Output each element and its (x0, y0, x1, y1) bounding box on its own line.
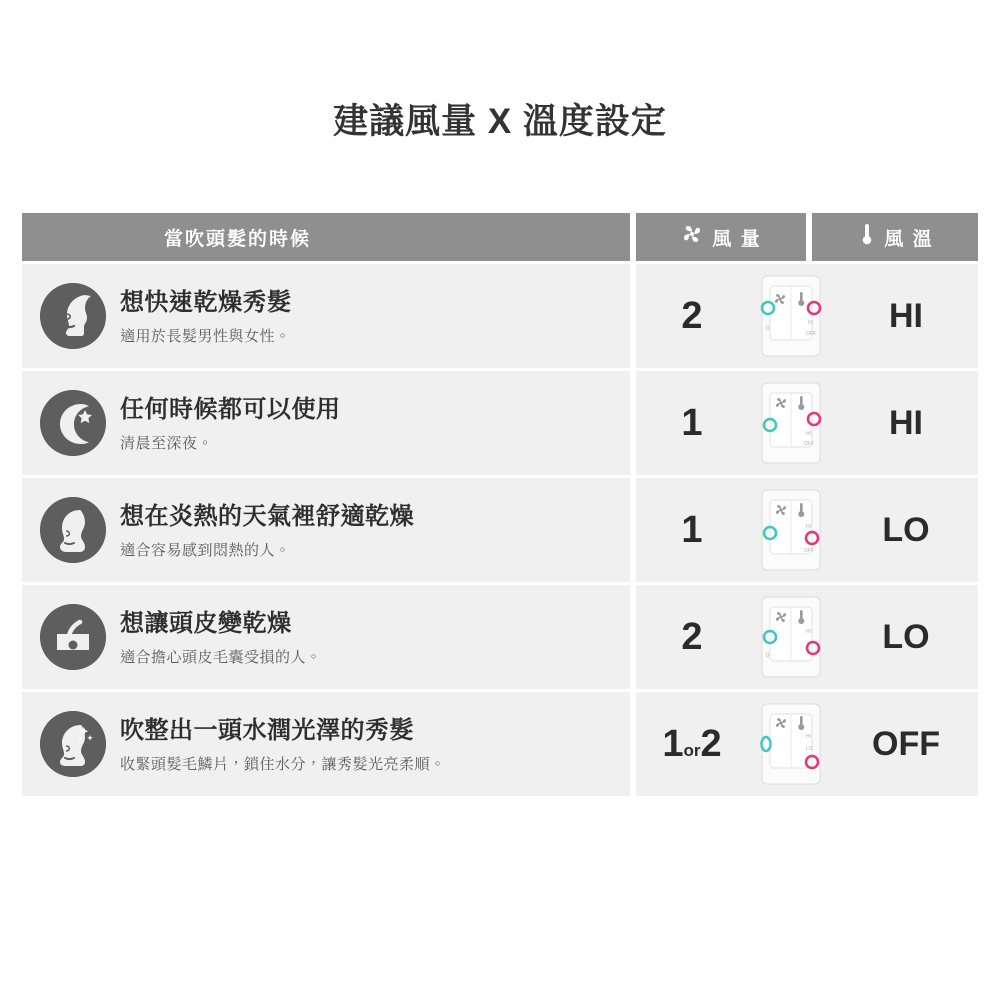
temperature-value: HI (889, 297, 923, 335)
svg-text:OFF: OFF (804, 441, 814, 447)
row-title: 任何時候都可以使用 (120, 396, 341, 423)
airflow-value: 1 (681, 509, 703, 551)
row-condition (22, 478, 630, 582)
shiny-hair-face-icon (40, 711, 106, 777)
row-subtitle: 清晨至深夜。 (120, 435, 214, 452)
fan-icon (680, 222, 704, 252)
row-text (120, 500, 414, 560)
row-title: 想讓頭皮變乾燥 (120, 610, 292, 637)
row-subtitle: 適合容易感到悶熱的人。 (120, 542, 291, 559)
svg-text:HI: HI (806, 524, 811, 530)
airflow-value: 1 (681, 402, 703, 444)
row-text (120, 714, 446, 774)
row-condition (22, 585, 630, 689)
svg-text:HI: HI (806, 629, 811, 635)
row-condition (22, 692, 630, 796)
switch-position-1-lo (748, 486, 834, 574)
woman-face-icon (40, 497, 106, 563)
moon-star-icon (40, 390, 106, 456)
svg-text:OFF: OFF (804, 548, 814, 554)
row-condition (22, 264, 630, 368)
hair-follicle-icon (40, 604, 106, 670)
switch-position-1-hi (748, 379, 834, 467)
airflow-value-max: 2 (700, 723, 722, 765)
switch-position-2-hi (748, 272, 834, 360)
row-settings (636, 692, 978, 796)
row-subtitle: 適合擔心頭皮毛囊受損的人。 (120, 649, 322, 666)
row-text (120, 607, 322, 667)
header-temperature-label: 風 溫 (884, 228, 934, 250)
face-profile-icon (40, 283, 106, 349)
row-settings (636, 478, 978, 582)
svg-text:0: 0 (766, 326, 770, 332)
table-row (22, 478, 978, 582)
switch-position-2-lo (748, 593, 834, 681)
row-subtitle: 適用於長髮男性與女性。 (120, 328, 291, 345)
temperature-value: OFF (872, 725, 940, 763)
header-airflow (636, 213, 806, 261)
row-settings (636, 264, 978, 368)
table-row (22, 692, 978, 796)
temperature-value: LO (882, 511, 930, 549)
row-subtitle: 收緊頭髮毛鱗片，鎖住水分，讓秀髮光亮柔順。 (120, 756, 446, 773)
svg-text:OFF: OFF (806, 331, 816, 337)
temperature-value: HI (889, 404, 923, 442)
thermometer-icon (856, 221, 878, 253)
airflow-value: 2 (681, 616, 703, 658)
airflow-value-range (636, 725, 748, 763)
table-header-row (22, 213, 978, 261)
row-title: 想快速乾燥秀髮 (120, 289, 292, 316)
svg-text:0: 0 (766, 653, 770, 659)
header-temperature (812, 213, 978, 261)
row-settings (636, 585, 978, 689)
svg-text:HI: HI (806, 734, 811, 740)
row-condition (22, 371, 630, 475)
row-title: 想在炎熱的天氣裡舒適乾燥 (120, 503, 414, 530)
temperature-value: LO (882, 618, 930, 656)
row-title: 吹整出一頭水潤光澤的秀髮 (120, 717, 414, 744)
header-condition (22, 213, 630, 261)
svg-text:LO: LO (806, 746, 813, 752)
settings-table (22, 213, 978, 796)
page-title: 建議風量 X 溫度設定 (333, 102, 667, 141)
header-airflow-label: 風 量 (712, 228, 762, 250)
row-text (120, 393, 341, 453)
row-text (120, 286, 292, 346)
header-condition-label: 當吹頭髮的時候 (164, 228, 312, 250)
airflow-value: 2 (681, 295, 703, 337)
svg-text:HI: HI (806, 431, 811, 437)
table-row (22, 264, 978, 368)
table-row (22, 585, 978, 689)
airflow-value-min: 1 (662, 723, 684, 765)
row-settings (636, 371, 978, 475)
table-row (22, 371, 978, 475)
switch-position-1or2-off (748, 700, 834, 788)
airflow-range-separator: or (683, 741, 701, 760)
svg-text:HI: HI (808, 320, 813, 326)
